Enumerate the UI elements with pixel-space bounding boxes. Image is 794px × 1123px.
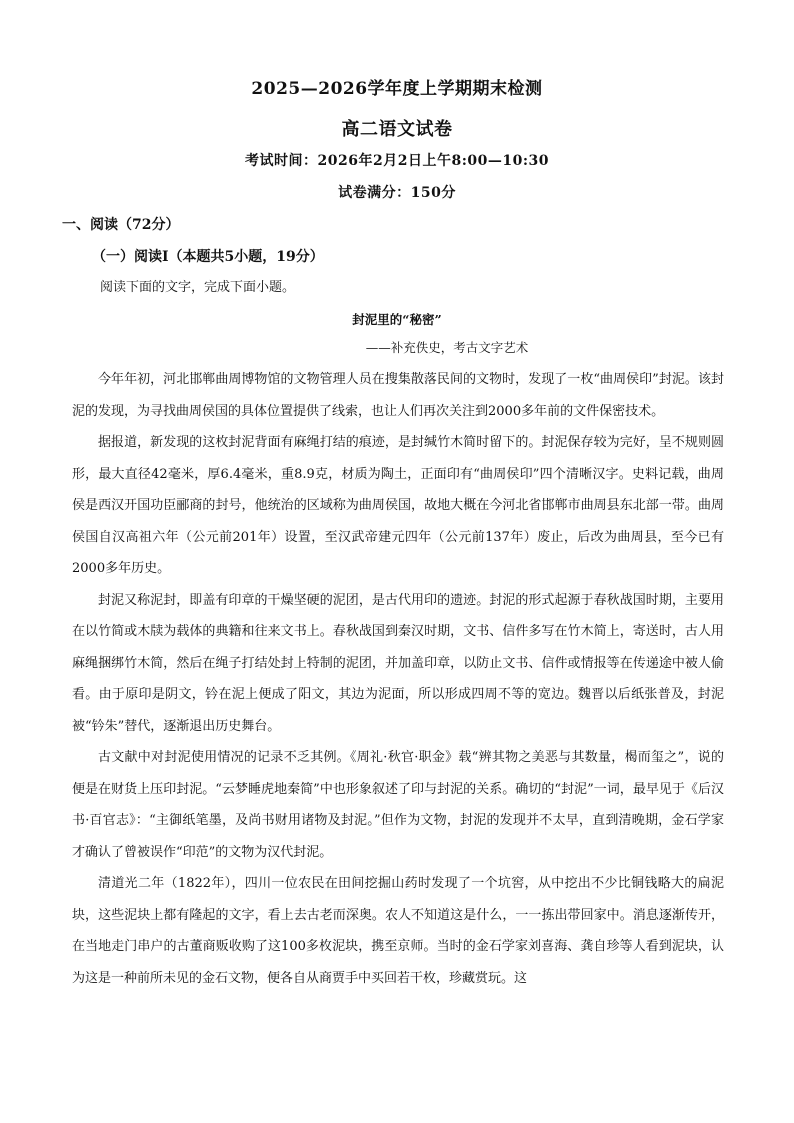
article-subtitle: ——补充佚史，考古文字艺术	[365, 340, 529, 355]
article-paragraph: 今年年初，河北邯郸曲周博物馆的文物管理人员在搜集散落民间的文物时，发现了一枚“曲周侯印”封泥。该封泥的发现，为寻找曲周侯国的具体位置提供了线索，也让人们再次关注到2000多年前的文件保密技术。	[72, 372, 724, 419]
article-paragraph: 据报道，新发现的这枚封泥背面有麻绳打结的痕迹，是封缄竹木简时留下的。封泥保存较为完好，呈不规则圆形，最大直径42毫米，厚6.4毫米，重8.9克，材质为陶土，正面印有“曲周侯印”四个清晰汉字。史料记载，曲周侯是西汉开国功臣郦商的封号，他统治的区域称为曲周侯国，故地大概在今河北省邯郸市曲周县东北部一带。曲周侯国自汉高祖六年（公元前201年）设置，至汉武帝建元四年（公元前137年）废止，后改为曲周县，至今已有2000多年历史。	[72, 435, 724, 576]
article-title: 封泥里的“秘密”	[352, 312, 442, 327]
full-score: 试卷满分：150分	[338, 185, 456, 201]
exam-title: 2025—2026学年度上学期期末检测	[251, 79, 543, 99]
section-subheading: （一）阅读Ⅰ（本题共5小题，19分）	[92, 249, 324, 265]
article-body	[72, 364, 724, 994]
article-paragraph: 清道光二年（1822年），四川一位农民在田间挖掘山药时发现了一个坑窖，从中挖出不少比铜钱略大的扁泥块，这些泥块上都有隆起的文字，看上去古老而深奥。农人不知道这是什么，一一拣出带回家中。消息逐渐传开，在当地走门串户的古董商贩收购了这100多枚泥块，携至京师。当时的金石学家刘喜海、龚自珍等人看到泥块，认为这是一种前所未见的金石文物，便各自从商贾手中买回若干枚，珍藏赏玩。这	[72, 876, 724, 986]
reading-instruction: 阅读下面的文字，完成下面小题。	[100, 280, 296, 295]
section-heading: 一、阅读（72分）	[62, 217, 180, 233]
article-paragraph: 古文献中对封泥使用情况的记录不乏其例。《周礼·秋官·职金》载“辨其物之美恶与其数量，楬而玺之”，说的便是在财货上压印封泥。“云梦睡虎地秦简”中也形象叙述了印与封泥的关系。确切的“封泥”一词，最早见于《后汉书·百官志》：“主御纸笔墨，及尚书财用诸物及封泥。”但作为文物，封泥的发现并不太早，直到清晚期，金石学家才确认了曾被误作“印范”的文物为汉代封泥。	[72, 750, 724, 860]
paper-title: 高二语文试卷	[341, 119, 453, 140]
exam-time: 考试时间：2026年2月2日上午8:00—10:30	[245, 153, 549, 169]
article-paragraph: 封泥又称泥封，即盖有印章的干燥坚硬的泥团，是古代用印的遗迹。封泥的形式起源于春秋战国时期，主要用在以竹简或木牍为载体的典籍和往来文书上。春秋战国到秦汉时期，文书、信件多写在竹木简上，寄送时，古人用麻绳捆绑竹木简，然后在绳子打结处封上特制的泥团，并加盖印章，以防止文书、信件或情报等在传递途中被人偷看。由于原印是阴文，钤在泥上便成了阳文，其边为泥面，所以形成四周不等的宽边。魏晋以后纸张普及，封泥被“钤朱”替代，逐渐退出历史舞台。	[72, 592, 724, 734]
